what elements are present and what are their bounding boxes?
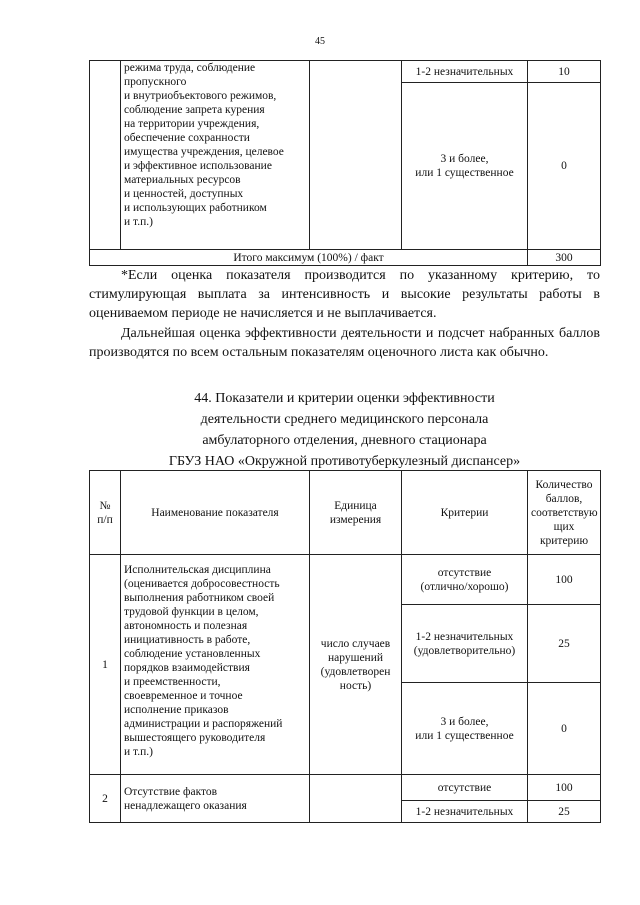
indicator-line: трудовой функции в целом, — [124, 606, 259, 618]
indicator-cell — [121, 555, 310, 775]
unit-cell — [310, 555, 402, 775]
criteria-cell: отсутствие — [402, 775, 528, 801]
criteria-line: 1-2 незначительных — [415, 630, 514, 643]
unit-line: (удовлетворен — [320, 665, 391, 678]
indicator-cell — [121, 61, 310, 250]
header-num-line: п/п — [97, 513, 113, 526]
indicator-cell — [121, 775, 310, 823]
points-cell: 100 — [528, 555, 601, 605]
indicator-line: пропускного — [124, 76, 187, 88]
row-num: 1 — [90, 555, 121, 775]
header-num-line: № — [99, 499, 111, 512]
page-number: 45 — [315, 36, 325, 47]
points-cell: 0 — [528, 683, 601, 775]
indicator-line: администрации и распоряжений — [124, 718, 283, 730]
title-line: 44. Показатели и критерии оценки эффективности — [194, 391, 495, 406]
indicator-line: обеспечение сохранности — [124, 132, 250, 144]
points-cell: 0 — [528, 83, 601, 250]
indicator-line: материальных ресурсов — [124, 174, 241, 186]
unit-line: ность) — [339, 679, 372, 692]
indicator-line: Исполнительская дисциплина — [124, 564, 271, 576]
title-line: амбулаторного отделения, дневного стационара — [202, 433, 487, 448]
indicator-line: и ценностей, доступных — [124, 188, 244, 200]
header-points — [528, 471, 601, 555]
criteria-line: 3 и более, — [440, 153, 489, 165]
total-value: 300 — [528, 250, 601, 266]
unit-cell — [310, 61, 402, 250]
title-line: ГБУЗ НАО «Окружной противотуберкулезный диспансер» — [168, 454, 521, 469]
paragraph-note-text: *Если оценка показателя производится по указанному критерию, то стимулирующая выплата за интенсивность и высокие результаты работы в оцениваемом периоде не начисляется и не выплачивается. — [89, 268, 600, 321]
total-label: Итого максимум (100%) / факт — [90, 250, 528, 266]
criteria-line: отсутствие — [437, 566, 492, 579]
criteria-line: или 1 существенное — [415, 729, 514, 742]
indicator-line: исполнение приказов — [124, 704, 229, 716]
indicator-line: ненадлежащего оказания — [124, 799, 247, 812]
criteria-line: 3 и более, — [440, 715, 489, 728]
points-cell: 10 — [528, 61, 601, 83]
header-points-line: критерию — [539, 534, 589, 547]
row-num: 2 — [90, 775, 121, 823]
header-points-line: щих — [553, 520, 575, 533]
indicator-line: автономность и полезная — [124, 620, 248, 632]
indicator-line: на территории учреждения, — [124, 118, 260, 130]
indicator-line: имущества учреждения, целевое — [124, 146, 284, 158]
indicator-line: и использующих работником — [124, 202, 267, 214]
criteria-line: или 1 существенное — [415, 167, 514, 179]
indicator-line: и преемственности, — [124, 676, 221, 688]
criteria-cell: 1-2 незначительных — [402, 801, 528, 823]
indicator-line: и т.п.) — [124, 746, 153, 758]
header-name: Наименование показателя — [121, 471, 310, 555]
paragraph-further — [89, 324, 600, 362]
points-cell: 25 — [528, 801, 601, 823]
indicator-line: порядков взаимодействия — [124, 662, 250, 674]
criteria-line: (удовлетворительно) — [413, 644, 516, 657]
indicator-line: и внутриобъектового режимов, — [124, 90, 277, 102]
indicator-line: режима труда, соблюдение — [124, 62, 256, 74]
unit-cell — [310, 775, 402, 823]
criteria-table — [89, 470, 601, 823]
title-line: деятельности среднего медицинского персонала — [200, 412, 489, 427]
indicator-line: и эффективное использование — [124, 160, 272, 172]
indicator-line: Отсутствие фактов — [124, 785, 218, 798]
header-unit-line: Единица — [334, 499, 377, 512]
criteria-cell — [402, 605, 528, 683]
unit-line: число случаев — [320, 637, 391, 650]
indicator-line: выполнения работником своей — [124, 592, 275, 604]
criteria-line: (отлично/хорошо) — [420, 580, 509, 593]
section-title — [89, 388, 600, 472]
indicator-line: соблюдение запрета курения — [124, 104, 265, 116]
indicator-line: (оценивается добросовестность — [124, 578, 280, 590]
indicator-line: и т.п.) — [124, 216, 153, 228]
points-cell: 100 — [528, 775, 601, 801]
num-cell — [90, 61, 121, 250]
continuation-table — [89, 60, 601, 266]
header-points-line: баллов, — [545, 492, 583, 505]
paragraph-note — [89, 266, 600, 323]
criteria-cell — [402, 683, 528, 775]
criteria-cell — [402, 83, 528, 250]
header-criteria: Критерии — [402, 471, 528, 555]
header-points-line: Количество — [535, 478, 593, 491]
indicator-line: своевременное и точное — [124, 690, 243, 702]
unit-line: нарушений — [327, 651, 384, 664]
header-unit-line: измерения — [329, 513, 382, 526]
indicator-line: вышестоящего руководителя — [124, 732, 266, 744]
indicator-line: инициативность в работе, — [124, 634, 251, 646]
header-unit — [310, 471, 402, 555]
indicator-line: соблюдение установленных — [124, 648, 261, 660]
criteria-cell: 1-2 незначительных — [402, 61, 528, 83]
header-points-line: соответствую — [531, 506, 598, 519]
paragraph-further-text: Дальнейшая оценка эффективности деятельности и подсчет набранных баллов производятся по всем остальным показателям оценочного листа как обычно. — [89, 326, 600, 360]
header-num — [90, 471, 121, 555]
points-cell: 25 — [528, 605, 601, 683]
criteria-cell — [402, 555, 528, 605]
